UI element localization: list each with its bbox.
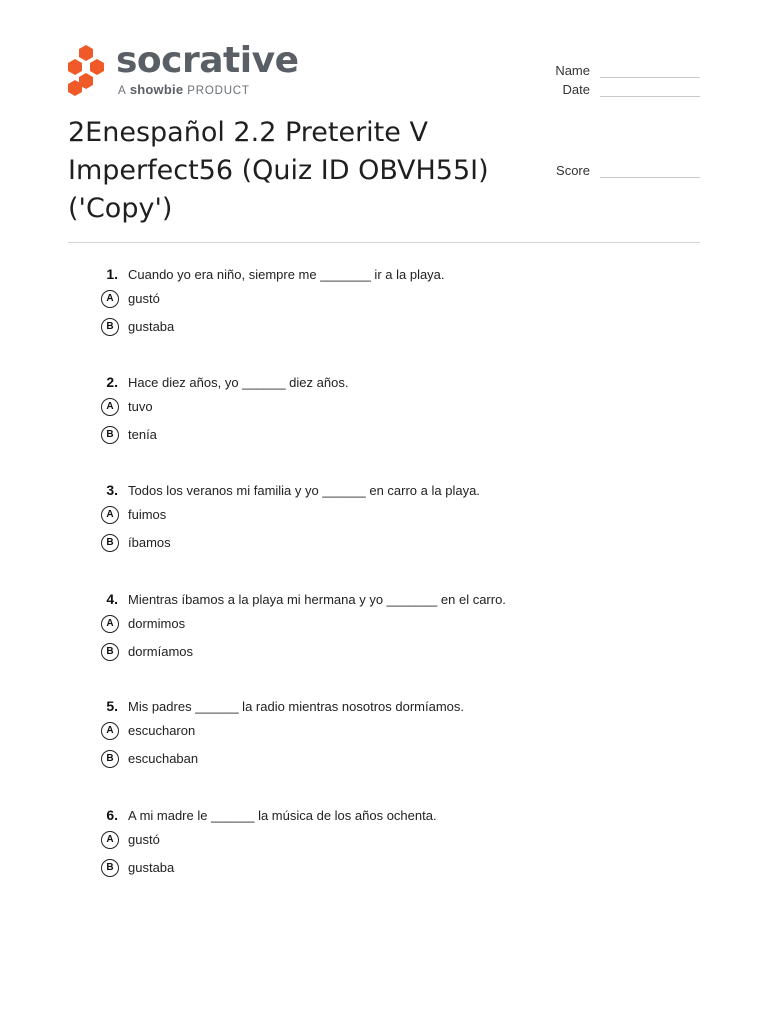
option-text: dormimos [128, 616, 186, 631]
date-label: Date [562, 82, 590, 97]
date-line[interactable] [600, 96, 700, 97]
question-row [100, 374, 660, 394]
answer-option-b[interactable] [100, 534, 660, 560]
option-text: gustó [128, 291, 160, 306]
answer-option-a[interactable] [100, 290, 660, 316]
score-field[interactable] [540, 163, 700, 183]
question-number: 4. [106, 591, 118, 607]
score-label: Score [556, 163, 590, 178]
option-letter-circle[interactable]: A [101, 398, 119, 416]
question-text: Cuando yo era niño, siempre me _______ ir a la playa. [128, 267, 445, 282]
question-1 [100, 266, 660, 344]
tagline-suffix: PRODUCT [187, 85, 250, 97]
score-line[interactable] [600, 177, 700, 178]
answer-option-b[interactable] [100, 859, 660, 885]
question-4 [100, 591, 660, 669]
question-6 [100, 807, 660, 885]
quiz-title: 2Enespañol 2.2 Preterite V Imperfect56 (Quiz ID OBVH55I) ('Copy') [68, 117, 489, 224]
question-row [100, 591, 660, 611]
option-letter-circle[interactable]: B [101, 534, 119, 552]
question-row [100, 266, 660, 286]
question-row [100, 482, 660, 502]
question-row [100, 807, 660, 827]
question-number: 5. [106, 698, 118, 714]
answer-option-b[interactable] [100, 426, 660, 452]
option-letter-circle[interactable]: A [101, 722, 119, 740]
answer-option-a[interactable] [100, 506, 660, 532]
option-letter-circle[interactable]: B [101, 318, 119, 336]
option-text: tuvo [128, 399, 153, 414]
option-text: gustaba [128, 860, 175, 875]
question-text: A mi madre le ______ la música de los años ochenta. [128, 808, 437, 823]
option-text: dormíamos [128, 644, 194, 659]
option-text: íbamos [128, 535, 171, 550]
name-label: Name [555, 63, 590, 78]
question-row [100, 698, 660, 718]
option-letter-circle[interactable]: B [101, 750, 119, 768]
question-number: 2. [106, 374, 118, 390]
answer-option-a[interactable] [100, 722, 660, 748]
question-text: Todos los veranos mi familia y yo ______ en carro a la playa. [128, 483, 480, 498]
option-letter-circle[interactable]: B [101, 859, 119, 877]
question-5 [100, 698, 660, 776]
tagline-brand: showbie [129, 82, 184, 97]
option-text: escucharon [128, 723, 196, 738]
option-letter-circle[interactable]: B [101, 643, 119, 661]
date-field[interactable] [540, 82, 700, 102]
question-text: Mis padres ______ la radio mientras nosotros dormíamos. [128, 699, 464, 714]
name-field[interactable] [540, 63, 700, 83]
question-number: 3. [106, 482, 118, 498]
option-letter-circle[interactable]: A [101, 831, 119, 849]
question-2 [100, 374, 660, 452]
option-text: escuchaban [128, 751, 199, 766]
answer-option-a[interactable] [100, 398, 660, 424]
answer-option-a[interactable] [100, 615, 660, 641]
question-number: 6. [106, 807, 118, 823]
question-text: Mientras íbamos a la playa mi hermana y yo _______ en el carro. [128, 592, 506, 607]
answer-option-b[interactable] [100, 318, 660, 344]
option-letter-circle[interactable]: A [101, 506, 119, 524]
brand-name: socrative [116, 40, 299, 81]
option-text: fuimos [128, 507, 167, 522]
answer-option-b[interactable] [100, 750, 660, 776]
option-letter-circle[interactable]: A [101, 615, 119, 633]
option-letter-circle[interactable]: A [101, 290, 119, 308]
question-number: 1. [106, 266, 118, 282]
header-divider [68, 242, 700, 243]
option-text: gustó [128, 832, 160, 847]
option-letter-circle[interactable]: B [101, 426, 119, 444]
question-3 [100, 482, 660, 560]
question-text: Hace diez años, yo ______ diez años. [128, 375, 349, 390]
option-text: gustaba [128, 319, 175, 334]
answer-option-a[interactable] [100, 831, 660, 857]
option-text: tenía [128, 427, 157, 442]
answer-option-b[interactable] [100, 643, 660, 669]
name-line[interactable] [600, 77, 700, 78]
hexagon-logo-icon [66, 44, 106, 96]
tagline-prefix: A [118, 85, 126, 97]
brand-tagline [118, 82, 250, 97]
